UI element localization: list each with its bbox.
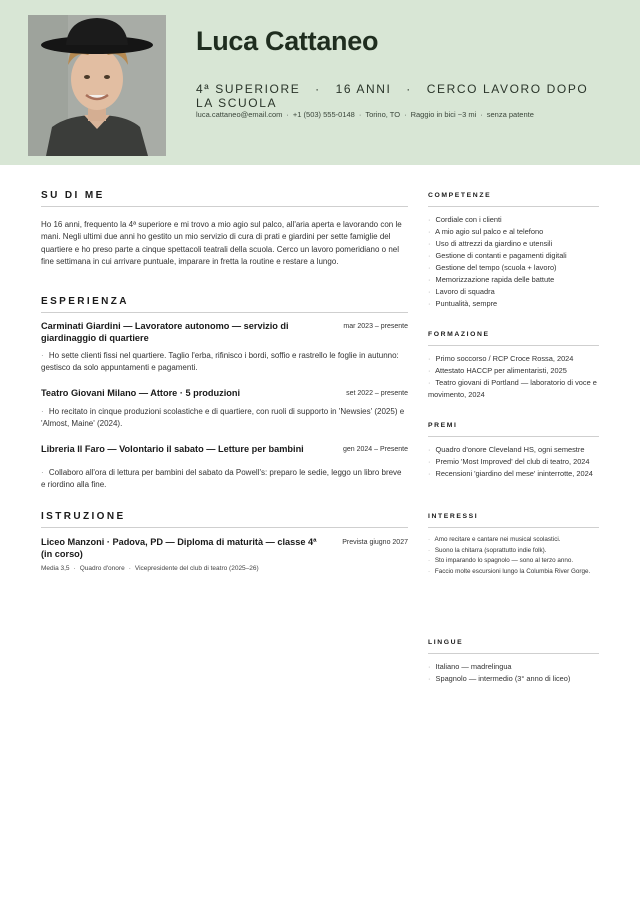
list-item: · Lavoro di squadra bbox=[428, 287, 495, 296]
education-section bbox=[41, 511, 408, 572]
tagline-grade: 4ª SUPERIORE bbox=[196, 82, 301, 96]
experience-section bbox=[41, 296, 408, 491]
about-section bbox=[41, 190, 408, 268]
tagline-goal: CERCO LAVORO DOPO LA SCUOLA bbox=[196, 82, 589, 110]
list-item: · Spagnolo — intermedio (3° anno di liceo) bbox=[428, 674, 571, 683]
list-item: · Amo recitare e cantare nei musical scolastici. bbox=[428, 536, 561, 543]
list-item: · Gestione del tempo (scuola + lavoro) bbox=[428, 263, 557, 272]
list-item: · Quadro d'onore Cleveland HS, ogni semestre bbox=[428, 445, 585, 454]
sidebar-languages bbox=[428, 639, 599, 685]
list-item: · Gestione di contanti e pagamenti digitali bbox=[428, 251, 567, 260]
main-column bbox=[41, 190, 408, 572]
list-item: · Cordiale con i clienti bbox=[428, 215, 502, 224]
list-item: · A mio agio sul palco e al telefono bbox=[428, 227, 544, 236]
section-title-education: ISTRUZIONE bbox=[41, 511, 408, 528]
about-text: Ho 16 anni, frequento la 4ª superiore e mi trovo a mio agio sul palco, all'aria aperta e lavorando con le mani. Negli ultimi due anni ho gestito un mio servizio di cura di prati e giardini per sette famiglie del quartiere e ho preso parte a cinque spettacoli teatrali della scuola. Cerco un lavoro pomeridiano o nel fine settimana in cui arrivare puntuale, imparare in fretta la routine e restare a lungo. bbox=[41, 220, 402, 266]
education-meta: Media 3,5 · Quadro d'onore · Vicepresidente del club di teatro (2025–26) bbox=[41, 565, 259, 573]
job-role: Teatro Giovani Milano — Attore · 5 produzioni bbox=[41, 388, 241, 399]
tagline-age: 16 ANNI bbox=[335, 82, 392, 96]
tagline bbox=[196, 82, 596, 110]
list-item: · Suono la chitarra (soprattutto indie folk). bbox=[428, 546, 547, 554]
sidebar-title-training: FORMAZIONE bbox=[428, 331, 599, 346]
list-item: · Teatro giovani di Portland — laboratorio di voce e movimento, 2024 bbox=[428, 378, 597, 399]
gpa: Media 3,5 bbox=[41, 565, 70, 573]
job-entry bbox=[41, 388, 408, 430]
job-date: mar 2023 – presente bbox=[343, 323, 408, 331]
skills-list bbox=[428, 214, 599, 310]
contact-separator: · bbox=[358, 110, 362, 119]
contact-bike-range: Raggio in bici ~3 mi bbox=[410, 110, 477, 119]
job-role: Carminati Giardini — Lavoratore autonomo — servizio di giardinaggio di quartiere bbox=[41, 321, 289, 343]
awards-list bbox=[428, 444, 599, 480]
list-item: · Puntualità, sempre bbox=[428, 299, 498, 308]
sidebar-title-languages: LINGUE bbox=[428, 639, 599, 654]
honor-roll: Quadro d'onore bbox=[79, 565, 125, 573]
contact-license: senza patente bbox=[486, 110, 534, 119]
training-list bbox=[428, 353, 599, 401]
list-item: · Memorizzazione rapida delle battute bbox=[428, 275, 555, 284]
list-item: · Faccio molte escursioni lungo la Columbia River Gorge. bbox=[428, 567, 591, 575]
profile-photo bbox=[28, 15, 166, 156]
contact-separator: · bbox=[286, 110, 289, 119]
header-banner bbox=[0, 0, 640, 165]
sidebar-title-skills: COMPETENZE bbox=[428, 192, 599, 207]
list-item: · Premio 'Most Improved' del club di teatro, 2024 bbox=[428, 457, 590, 466]
list-item: · Primo soccorso / RCP Croce Rossa, 2024 bbox=[428, 354, 574, 363]
contact-line bbox=[196, 110, 596, 120]
candidate-name: Luca Cattaneo bbox=[196, 26, 379, 56]
list-item: · Uso di attrezzi da giardino e utensili bbox=[428, 239, 553, 248]
tagline-separator: · bbox=[315, 82, 321, 96]
job-description: · Collaboro all'ora di lettura per bambini del sabato da Powell's: preparo le sedie, leggo un libro breve e riordino alla fine. bbox=[41, 468, 402, 490]
sidebar-title-awards: PREMI bbox=[428, 422, 599, 437]
list-item: · Recensioni 'giardino del mese' ininterrotte, 2024 bbox=[428, 469, 593, 478]
contact-location: Torino, TO bbox=[365, 110, 401, 119]
job-entry bbox=[41, 321, 408, 374]
job-description: · Ho recitato in cinque produzioni scolastiche e di quartiere, con ruoli di supporto in 'Newsies' (2025) e 'Almost, Maine' (2024). bbox=[41, 406, 405, 428]
languages-list bbox=[428, 661, 599, 685]
interests-list bbox=[428, 535, 599, 577]
job-date: gen 2024 – Presente bbox=[343, 445, 408, 453]
sidebar-skills bbox=[428, 192, 599, 310]
job-role: Libreria Il Faro — Volontario il sabato — Letture per bambini bbox=[41, 443, 304, 454]
school-name: Liceo Manzoni · Padova, PD — Diploma di maturità — classe 4ª (in corso) bbox=[41, 537, 317, 559]
job-entry bbox=[41, 444, 408, 492]
contact-email[interactable]: luca.cattaneo@email.com bbox=[196, 110, 283, 119]
contact-phone[interactable]: +1 (503) 555-0148 bbox=[292, 110, 355, 119]
contact-separator: · bbox=[480, 110, 483, 119]
section-title-experience: ESPERIENZA bbox=[41, 296, 408, 313]
sidebar-title-interests: INTERESSI bbox=[428, 513, 599, 528]
sidebar-training bbox=[428, 331, 599, 401]
list-item: · Italiano — madrelingua bbox=[428, 662, 512, 671]
list-item: · Attestato HACCP per alimentaristi, 2025 bbox=[428, 366, 567, 375]
contact-separator: · bbox=[404, 110, 407, 119]
job-description: · Ho sette clienti fissi nel quartiere. Taglio l'erba, rifinisco i bordi, soffio e rastrello le foglie in autunno: gestisco da solo appuntamenti e pagamenti. bbox=[41, 351, 399, 373]
graduation-date: Prevista giugno 2027 bbox=[342, 539, 408, 547]
job-date: set 2022 – presente bbox=[346, 390, 408, 398]
section-title-about: SU DI ME bbox=[41, 190, 408, 207]
club-role: Vicepresidente del club di teatro (2025–26) bbox=[134, 565, 259, 573]
tagline-separator: · bbox=[406, 82, 412, 96]
sidebar-awards bbox=[428, 422, 599, 480]
sidebar-interests bbox=[428, 513, 599, 577]
list-item: · Sto imparando lo spagnolo — sono al terzo anno. bbox=[428, 557, 574, 565]
